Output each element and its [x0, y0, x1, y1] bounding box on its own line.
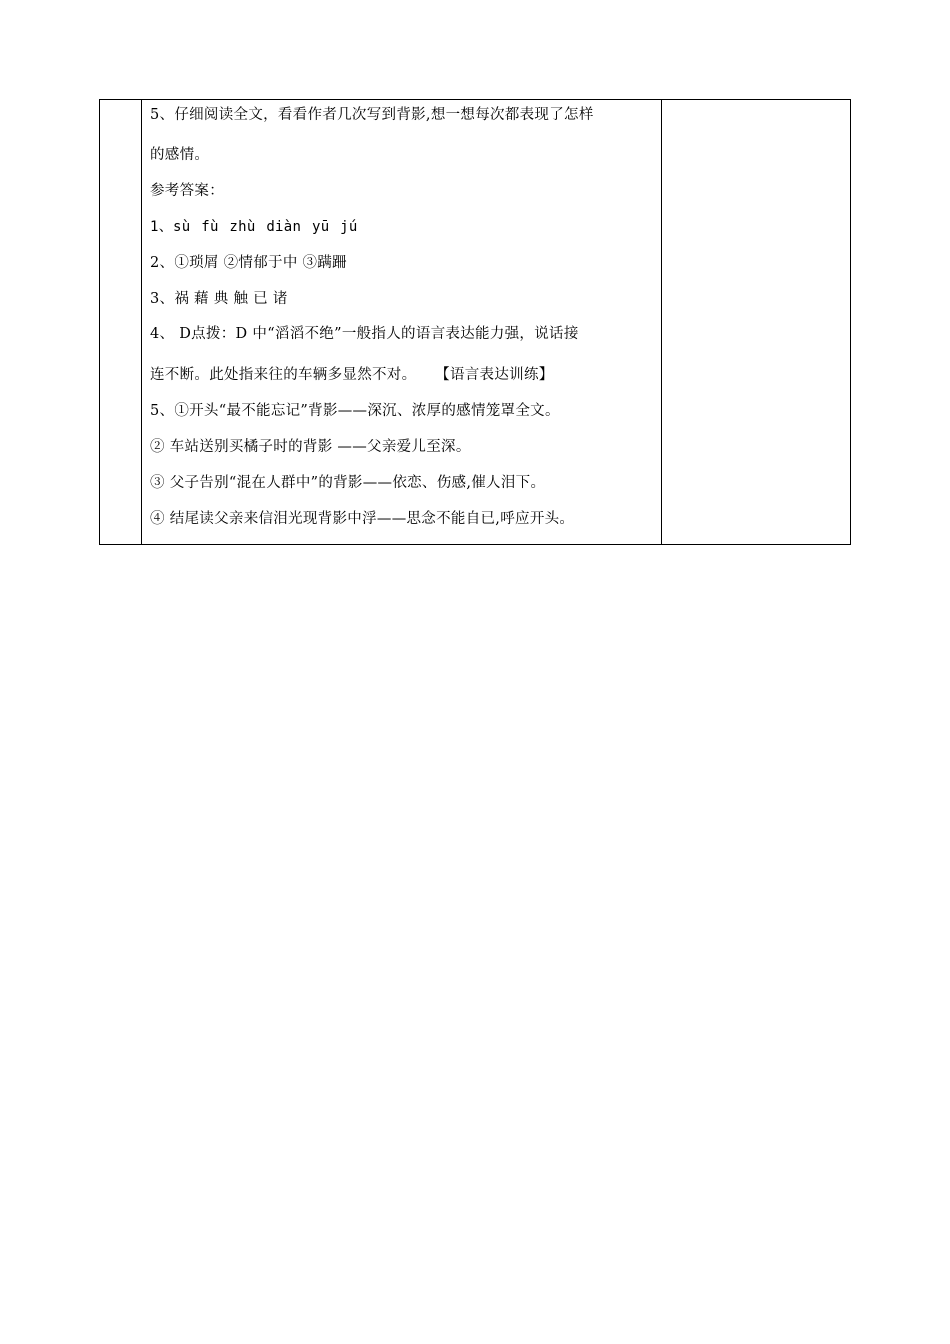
answer-5-item-3: ③ 父子告别“混在人群中”的背影——依恋、伤感,催人泪下。	[150, 475, 546, 491]
table-left-column	[100, 100, 142, 544]
answer-4-line-2	[150, 365, 657, 385]
question-5-line-2: 的感情。	[150, 147, 210, 163]
answer-5-item-2: ② 车站送别买橘子时的背影 ——父亲爱儿至深。	[150, 439, 471, 455]
question-5-line-1: 5、仔细阅读全文，看看作者几次写到背影,想一想每次都表现了怎样	[150, 107, 594, 123]
answer-5-item-4: ④ 结尾读父亲来信泪光现背影中浮——思念不能自已,呼应开头。	[150, 511, 575, 527]
answers-heading: 参考答案：	[150, 183, 224, 199]
answer-1: 1、sù fù zhù diàn yū jú	[150, 219, 358, 235]
table-main-column	[142, 100, 662, 544]
content-table	[99, 99, 851, 545]
answer-4-line-1: 4、 D点拨：D 中“滔滔不绝”一般指人的语言表达能力强，说话接	[150, 326, 579, 342]
section-tag: 【语言表达训练】	[442, 367, 554, 383]
table-right-column	[662, 100, 850, 544]
answer-5-item-1: 5、①开头“最不能忘记”背影——深沉、浓厚的感情笼罩全文。	[150, 403, 560, 419]
answer-3: 3、祸 藉 典 触 已 诸	[150, 291, 288, 307]
answer-4-line-2-text: 连不断。此处指来往的车辆多显然不对。	[150, 367, 417, 383]
answer-2: 2、①琐屑 ②情郁于中 ③蹒跚	[150, 255, 347, 271]
